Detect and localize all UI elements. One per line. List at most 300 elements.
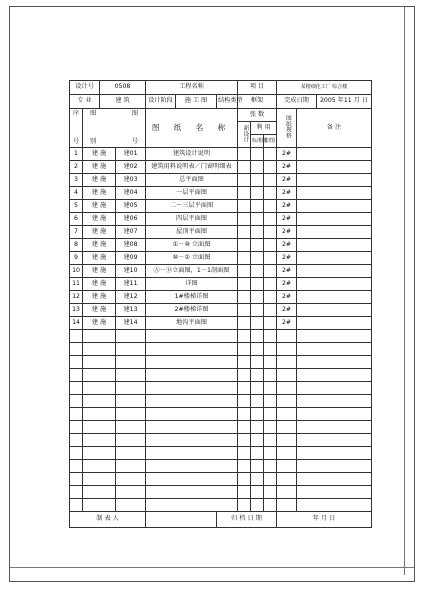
row-reuse-std (251, 317, 264, 330)
footer-row (70, 512, 372, 528)
row-reuse-std (251, 161, 264, 174)
table-row (70, 239, 372, 252)
row-size: 2# (277, 252, 297, 265)
row-size: 2# (277, 239, 297, 252)
empty-cell (251, 460, 264, 473)
drawing-header-top-left: 图 (90, 110, 97, 117)
row-reuse-std (251, 291, 264, 304)
row-size: 2# (277, 174, 297, 187)
empty-cell (238, 369, 251, 382)
empty-cell (297, 434, 372, 447)
drawing-header-bottom-right: 号 (131, 137, 138, 145)
row-drawing-name: ①－⑩ 立面图 (146, 239, 238, 252)
empty-cell (70, 460, 83, 473)
row-drawing-code: 建08 (116, 239, 146, 252)
item-label: 项 目 (238, 81, 277, 95)
empty-cell (83, 434, 116, 447)
empty-cell (83, 382, 116, 395)
empty-row (70, 330, 372, 343)
seq-header-bottom: 号 (72, 137, 80, 145)
row-reuse-old (264, 148, 277, 161)
reuse-old-header: 旧图 (264, 135, 277, 148)
empty-cell (70, 421, 83, 434)
row-new-design (238, 304, 251, 317)
empty-cell (277, 499, 297, 512)
row-drawing-code: 建13 (116, 304, 146, 317)
empty-cell (116, 447, 146, 460)
table-row (70, 265, 372, 278)
row-remark (297, 226, 372, 239)
row-drawing-code: 建04 (116, 187, 146, 200)
row-reuse-old (264, 278, 277, 291)
empty-cell (146, 447, 238, 460)
empty-cell (238, 382, 251, 395)
table-row (70, 200, 372, 213)
row-drawing-code: 建07 (116, 226, 146, 239)
empty-cell (277, 395, 297, 408)
row-category: 建 施 (83, 278, 116, 291)
row-size: 2# (277, 265, 297, 278)
row-category: 建 施 (83, 174, 116, 187)
empty-cell (83, 330, 116, 343)
row-remark (297, 174, 372, 187)
stage-label: 设计阶段 (146, 95, 176, 109)
empty-cell (251, 343, 264, 356)
empty-cell (116, 408, 146, 421)
empty-cell (146, 343, 238, 356)
table-row (70, 226, 372, 239)
row-remark (297, 317, 372, 330)
row-new-design (238, 278, 251, 291)
empty-cell (116, 499, 146, 512)
empty-cell (251, 356, 264, 369)
empty-row (70, 382, 372, 395)
empty-cell (251, 330, 264, 343)
row-number: 6 (70, 213, 83, 226)
date: 2005 年11 月 日 (317, 95, 372, 109)
row-new-design (238, 148, 251, 161)
row-reuse-old (264, 200, 277, 213)
row-number: 1 (70, 148, 83, 161)
row-reuse-std (251, 239, 264, 252)
empty-cell (116, 343, 146, 356)
project-name-label: 工程名称 (146, 81, 238, 95)
empty-row (70, 447, 372, 460)
size-header-text: 图纸规格 (284, 115, 291, 139)
new-design-header (238, 122, 251, 148)
row-drawing-code: 建05 (116, 200, 146, 213)
row-size: 2# (277, 226, 297, 239)
empty-cell (146, 408, 238, 421)
row-reuse-old (264, 174, 277, 187)
empty-cell (70, 486, 83, 499)
sheets-header: 张 数 (238, 109, 277, 122)
empty-cell (277, 434, 297, 447)
table-row (70, 278, 372, 291)
empty-cell (83, 499, 116, 512)
empty-cell (146, 382, 238, 395)
row-category: 建 施 (83, 226, 116, 239)
row-reuse-old (264, 317, 277, 330)
row-new-design (238, 317, 251, 330)
row-reuse-old (264, 187, 277, 200)
empty-cell (116, 421, 146, 434)
empty-cell (238, 343, 251, 356)
row-reuse-std (251, 174, 264, 187)
row-reuse-old (264, 252, 277, 265)
empty-cell (238, 460, 251, 473)
empty-cell (297, 369, 372, 382)
item-value: 某精细化工厂 综合楼 (277, 81, 372, 95)
drawing-name-header: 图 纸 名 称 (146, 109, 238, 148)
sheet-border-line (404, 7, 405, 575)
empty-cell (297, 356, 372, 369)
row-remark (297, 187, 372, 200)
row-drawing-code: 建12 (116, 291, 146, 304)
row-drawing-name: 1#楼梯详图 (146, 291, 238, 304)
empty-cell (264, 421, 277, 434)
empty-cell (146, 434, 238, 447)
row-new-design (238, 239, 251, 252)
row-drawing-name: Ⓐ－Ⓓ立面图，1－1剖面图 (146, 265, 238, 278)
seq-header (70, 109, 83, 148)
row-remark (297, 291, 372, 304)
empty-cell (297, 408, 372, 421)
row-new-design (238, 213, 251, 226)
empty-cell (277, 447, 297, 460)
empty-cell (83, 447, 116, 460)
empty-cell (251, 447, 264, 460)
row-category: 建 施 (83, 317, 116, 330)
empty-row (70, 408, 372, 421)
empty-cell (238, 434, 251, 447)
row-reuse-std (251, 252, 264, 265)
row-new-design (238, 252, 251, 265)
empty-cell (146, 460, 238, 473)
empty-cell (116, 460, 146, 473)
row-reuse-old (264, 226, 277, 239)
empty-cell (83, 343, 116, 356)
empty-cell (297, 460, 372, 473)
row-drawing-name: 四层平面图 (146, 213, 238, 226)
row-reuse-std (251, 304, 264, 317)
header-row-2 (70, 95, 372, 109)
empty-cell (70, 330, 83, 343)
row-reuse-old (264, 239, 277, 252)
empty-cell (251, 486, 264, 499)
design-no-label: 设计号 (70, 81, 100, 95)
empty-cell (238, 486, 251, 499)
table-row (70, 174, 372, 187)
empty-cell (251, 408, 264, 421)
empty-cell (146, 369, 238, 382)
empty-cell (264, 395, 277, 408)
row-number: 10 (70, 265, 83, 278)
row-category: 建 施 (83, 291, 116, 304)
empty-cell (264, 447, 277, 460)
row-category: 建 施 (83, 200, 116, 213)
maker-value (146, 512, 217, 528)
empty-cell (297, 499, 372, 512)
empty-row (70, 421, 372, 434)
date-label: 完成日期 (277, 95, 317, 109)
table-row (70, 304, 372, 317)
empty-cell (146, 356, 238, 369)
empty-cell (146, 486, 238, 499)
row-number: 11 (70, 278, 83, 291)
row-new-design (238, 226, 251, 239)
row-reuse-std (251, 213, 264, 226)
reuse-header: 利 用 (251, 122, 277, 135)
empty-row (70, 460, 372, 473)
row-number: 3 (70, 174, 83, 187)
size-header (277, 109, 297, 148)
row-drawing-code: 建09 (116, 252, 146, 265)
row-size: 2# (277, 148, 297, 161)
empty-cell (264, 499, 277, 512)
row-drawing-name: 地沟平面图 (146, 317, 238, 330)
empty-cell (146, 330, 238, 343)
empty-cell (277, 369, 297, 382)
row-number: 8 (70, 239, 83, 252)
empty-row (70, 343, 372, 356)
table-row (70, 252, 372, 265)
specialty-label: 专 业 (70, 95, 100, 109)
row-drawing-name: ⑩－① 立面图 (146, 252, 238, 265)
empty-cell (70, 382, 83, 395)
row-drawing-name: 总平面图 (146, 174, 238, 187)
row-reuse-std (251, 187, 264, 200)
empty-cell (264, 460, 277, 473)
empty-cell (70, 499, 83, 512)
row-remark (297, 148, 372, 161)
row-category: 建 施 (83, 304, 116, 317)
row-category: 建 施 (83, 161, 116, 174)
empty-cell (146, 395, 238, 408)
empty-cell (297, 473, 372, 486)
table-row (70, 317, 372, 330)
drawing-catalog-table (69, 80, 372, 528)
empty-cell (83, 460, 116, 473)
row-reuse-std (251, 200, 264, 213)
empty-cell (83, 473, 116, 486)
row-drawing-name: 建筑设计说明 (146, 148, 238, 161)
row-number: 14 (70, 317, 83, 330)
empty-cell (70, 434, 83, 447)
row-number: 13 (70, 304, 83, 317)
row-new-design (238, 174, 251, 187)
specialty: 建 筑 (100, 95, 146, 109)
empty-cell (297, 421, 372, 434)
empty-row (70, 473, 372, 486)
empty-cell (251, 473, 264, 486)
empty-cell (277, 486, 297, 499)
row-new-design (238, 187, 251, 200)
empty-cell (264, 434, 277, 447)
empty-cell (70, 395, 83, 408)
row-number: 12 (70, 291, 83, 304)
empty-cell (116, 434, 146, 447)
remark-header: 备 注 (297, 109, 372, 148)
row-size: 2# (277, 304, 297, 317)
reuse-std-header: 标准图 (251, 135, 264, 148)
empty-cell (146, 499, 238, 512)
empty-cell (297, 447, 372, 460)
empty-cell (83, 356, 116, 369)
empty-cell (264, 473, 277, 486)
empty-cell (238, 421, 251, 434)
row-drawing-code: 建14 (116, 317, 146, 330)
maker-label: 制 表 人 (70, 512, 146, 528)
row-size: 2# (277, 291, 297, 304)
empty-cell (264, 356, 277, 369)
empty-cell (297, 395, 372, 408)
row-reuse-old (264, 265, 277, 278)
row-size: 2# (277, 317, 297, 330)
empty-cell (264, 330, 277, 343)
empty-cell (116, 382, 146, 395)
drawing-header-bottom-left: 别 (90, 137, 97, 145)
row-reuse-old (264, 291, 277, 304)
table-row (70, 187, 372, 200)
seq-header-top: 序 (72, 110, 80, 117)
row-new-design (238, 291, 251, 304)
empty-cell (70, 473, 83, 486)
empty-cell (277, 460, 297, 473)
row-remark (297, 161, 372, 174)
row-number: 7 (70, 226, 83, 239)
row-remark (297, 265, 372, 278)
catalog-rows (70, 148, 372, 512)
row-reuse-old (264, 304, 277, 317)
empty-row (70, 369, 372, 382)
empty-cell (83, 486, 116, 499)
row-drawing-name: 二～三层平面图 (146, 200, 238, 213)
row-category: 建 施 (83, 252, 116, 265)
stage: 施 工 图 (176, 95, 217, 109)
row-drawing-code: 建11 (116, 278, 146, 291)
empty-cell (251, 395, 264, 408)
row-reuse-std (251, 278, 264, 291)
empty-cell (297, 343, 372, 356)
row-reuse-std (251, 148, 264, 161)
row-drawing-name: 屋顶平面图 (146, 226, 238, 239)
empty-cell (83, 395, 116, 408)
empty-cell (238, 356, 251, 369)
column-header-row-1 (70, 109, 372, 122)
empty-cell (116, 356, 146, 369)
empty-cell (70, 356, 83, 369)
empty-cell (264, 343, 277, 356)
empty-cell (277, 343, 297, 356)
empty-cell (70, 408, 83, 421)
empty-cell (277, 408, 297, 421)
row-size: 2# (277, 161, 297, 174)
row-drawing-code: 建01 (116, 148, 146, 161)
empty-row (70, 486, 372, 499)
row-drawing-code: 建02 (116, 161, 146, 174)
drawing-header-top-right: 图 (131, 110, 138, 117)
empty-cell (116, 369, 146, 382)
empty-cell (297, 382, 372, 395)
row-remark (297, 200, 372, 213)
design-no: 0508 (100, 81, 146, 95)
row-reuse-old (264, 161, 277, 174)
row-number: 9 (70, 252, 83, 265)
empty-cell (277, 382, 297, 395)
row-drawing-code: 建03 (116, 174, 146, 187)
empty-cell (251, 369, 264, 382)
empty-cell (277, 473, 297, 486)
empty-cell (251, 382, 264, 395)
structure-label: 结构类型 (217, 95, 238, 109)
row-category: 建 施 (83, 213, 116, 226)
row-drawing-name: 详图 (146, 278, 238, 291)
issue-date-value: 年 月 日 (277, 512, 372, 528)
row-remark (297, 239, 372, 252)
empty-cell (70, 369, 83, 382)
empty-cell (251, 421, 264, 434)
empty-cell (264, 382, 277, 395)
table-row (70, 148, 372, 161)
row-drawing-name: 一层平面图 (146, 187, 238, 200)
row-number: 5 (70, 200, 83, 213)
row-remark (297, 278, 372, 291)
row-size: 2# (277, 278, 297, 291)
row-drawing-name: 2#楼梯详图 (146, 304, 238, 317)
table-row (70, 213, 372, 226)
empty-cell (238, 395, 251, 408)
empty-cell (264, 486, 277, 499)
empty-cell (238, 447, 251, 460)
empty-cell (238, 330, 251, 343)
empty-cell (238, 473, 251, 486)
row-category: 建 施 (83, 239, 116, 252)
empty-cell (297, 486, 372, 499)
empty-row (70, 356, 372, 369)
empty-row (70, 499, 372, 512)
empty-cell (264, 369, 277, 382)
row-drawing-code: 建10 (116, 265, 146, 278)
empty-cell (83, 421, 116, 434)
empty-row (70, 395, 372, 408)
empty-cell (297, 330, 372, 343)
empty-cell (70, 343, 83, 356)
row-category: 建 施 (83, 148, 116, 161)
row-size: 2# (277, 200, 297, 213)
row-new-design (238, 265, 251, 278)
empty-cell (277, 356, 297, 369)
new-design-header-text: 新设计 (241, 124, 248, 143)
empty-row (70, 434, 372, 447)
empty-cell (277, 330, 297, 343)
empty-cell (146, 473, 238, 486)
row-category: 建 施 (83, 187, 116, 200)
row-size: 2# (277, 213, 297, 226)
drawing-no-header (83, 109, 146, 148)
empty-cell (116, 330, 146, 343)
row-number: 2 (70, 161, 83, 174)
row-size: 2# (277, 187, 297, 200)
row-new-design (238, 161, 251, 174)
row-reuse-old (264, 213, 277, 226)
row-new-design (238, 200, 251, 213)
row-drawing-code: 建06 (116, 213, 146, 226)
empty-cell (238, 499, 251, 512)
table-row (70, 291, 372, 304)
row-remark (297, 213, 372, 226)
row-category: 建 施 (83, 265, 116, 278)
